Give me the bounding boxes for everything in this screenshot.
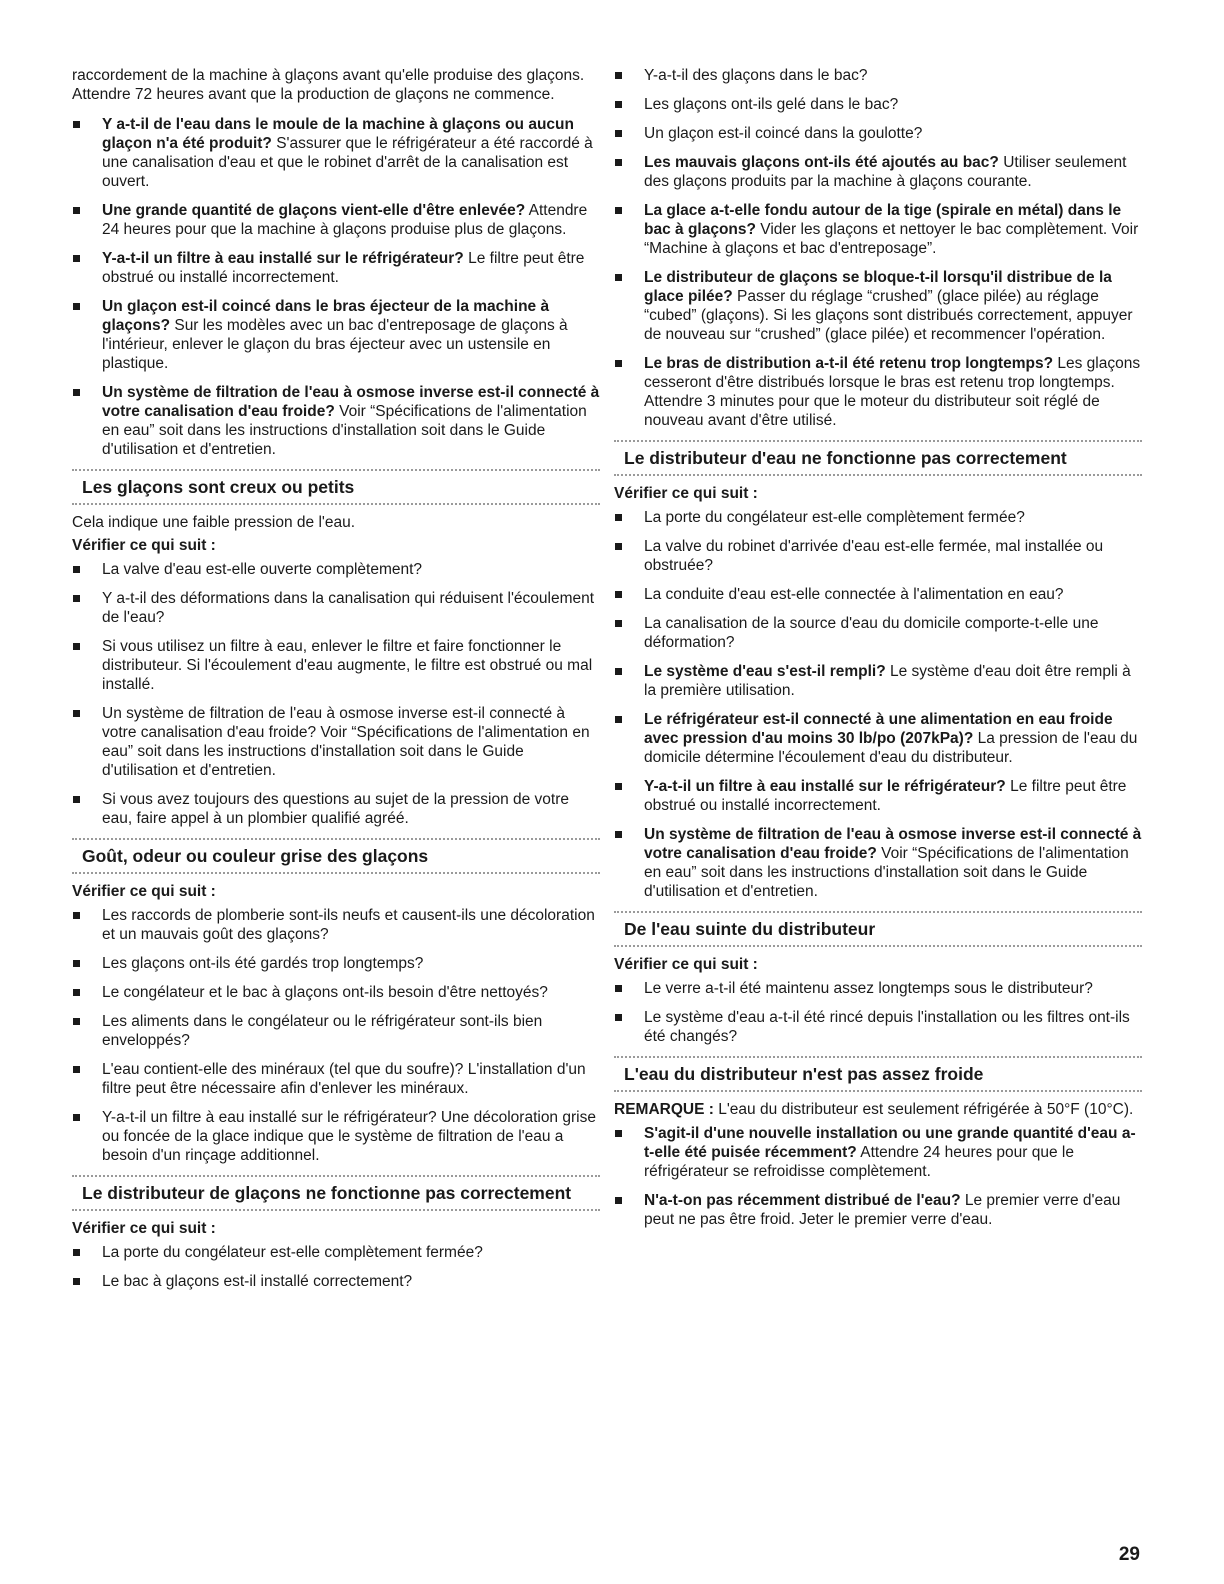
item-text: La porte du congélateur est-elle complètement fermée? <box>102 1244 483 1261</box>
right-column <box>614 66 1142 1239</box>
section-heading: Les glaçons sont creux ou petits <box>72 469 600 505</box>
list-item <box>72 560 600 579</box>
item-text: Le système d'eau doit être rempli à la première utilisation. <box>644 663 1131 699</box>
bullet-square-icon <box>615 1197 622 1204</box>
section-heading: De l'eau suinte du distributeur <box>614 911 1142 947</box>
list-item <box>614 201 1142 258</box>
item-text: Sur les modèles avec un bac d'entreposage de glaçons à l'intérieur, enlever le glaçon du bras éjecteur avec un ustensile en plastique. <box>102 317 568 372</box>
item-question: Les mauvais glaçons ont-ils été ajoutés au bac? <box>644 154 999 171</box>
bullet-square-icon <box>615 716 622 723</box>
bullet-square-icon <box>615 591 622 598</box>
left-column <box>72 66 600 1301</box>
bullet-list <box>614 66 1142 430</box>
bullet-square-icon <box>73 389 80 396</box>
bullet-square-icon <box>615 207 622 214</box>
item-text: Les glaçons ont-ils gelé dans le bac? <box>644 96 899 113</box>
item-text: Les aliments dans le congélateur ou le réfrigérateur sont-ils bien enveloppés? <box>102 1013 543 1049</box>
bullet-square-icon <box>615 72 622 79</box>
bullet-list <box>614 979 1142 1046</box>
list-item <box>614 124 1142 143</box>
item-question: Y a-t-il de l'eau dans le moule de la machine à glaçons ou aucun glaçon n'a été produit? <box>102 116 574 152</box>
bullet-square-icon <box>615 1014 622 1021</box>
list-item <box>72 115 600 191</box>
item-text: La canalisation de la source d'eau du domicile comporte-t-elle une déformation? <box>644 615 1099 651</box>
bullet-square-icon <box>73 595 80 602</box>
item-question: Y-a-t-il un filtre à eau installé sur le réfrigérateur? <box>644 778 1006 795</box>
troubleshooting-section <box>72 1175 600 1291</box>
bullet-list <box>72 906 600 1165</box>
item-text: Un système de filtration de l'eau à osmose inverse est-il connecté à votre canalisation d'eau froide? Voir “Spécifications de l'alimentation en eau” soit dans les instructions d'installation soit dans le Guide d'utilisation et d'entretien. <box>102 705 590 779</box>
section-heading: Le distributeur de glaçons ne fonctionne pas correctement <box>72 1175 600 1211</box>
bullet-square-icon <box>615 831 622 838</box>
right-sections <box>614 440 1142 1229</box>
item-text: Le filtre peut être obstrué ou installé incorrectement. <box>102 250 585 286</box>
list-item <box>614 585 1142 604</box>
item-question: Une grande quantité de glaçons vient-elle d'être enlevée? <box>102 202 526 219</box>
item-text: Attendre 24 heures pour que la machine à glaçons produise plus de glaçons. <box>102 202 588 238</box>
list-item <box>614 508 1142 527</box>
bullet-square-icon <box>73 566 80 573</box>
list-item <box>72 383 600 459</box>
bullet-square-icon <box>615 543 622 550</box>
section-heading: Le distributeur d'eau ne fonctionne pas correctement <box>614 440 1142 476</box>
bullet-square-icon <box>73 1114 80 1121</box>
list-item <box>72 1108 600 1165</box>
item-text: Le filtre peut être obstrué ou installé incorrectement. <box>644 778 1127 814</box>
item-text: Le système d'eau a-t-il été rincé depuis l'installation ou les filtres ont-ils été changés? <box>644 1009 1130 1045</box>
item-text: Passer du réglage “crushed” (glace pilée) au réglage “cubed” (glaçons). Si les glaçons sont distribués correctement, appuyer de nouveau sur “crushed” (glace pilée) et recommencer l'opération. <box>644 288 1133 343</box>
bullet-square-icon <box>615 620 622 627</box>
item-text: Voir “Spécifications de l'alimentation en eau” soit dans les instructions d'installation soit dans le Guide d'utilisation et d'entretien. <box>102 403 587 458</box>
list-item <box>614 66 1142 85</box>
bullet-square-icon <box>73 989 80 996</box>
list-item <box>72 906 600 944</box>
list-item <box>614 979 1142 998</box>
list-item <box>72 297 600 373</box>
item-question: Un glaçon est-il coincé dans le bras éjecteur de la machine à glaçons? <box>102 298 550 334</box>
item-question: La glace a-t-elle fondu autour de la tige (spirale en métal) dans le bac à glaçons? <box>644 202 1122 238</box>
item-text: Un glaçon est-il coincé dans la goulotte? <box>644 125 923 142</box>
bullet-square-icon <box>615 159 622 166</box>
check-label: Vérifier ce qui suit : <box>614 485 758 502</box>
intro-paragraph: raccordement de la machine à glaçons avant qu'elle produise des glaçons. Attendre 72 heures avant que la production de glaçons ne commence. <box>72 67 585 103</box>
item-text: Les glaçons ont-ils été gardés trop longtemps? <box>102 955 424 972</box>
list-item <box>72 1272 600 1291</box>
bullet-list <box>72 115 600 459</box>
list-item <box>72 637 600 694</box>
bullet-square-icon <box>615 514 622 521</box>
list-item <box>614 777 1142 815</box>
list-item <box>614 710 1142 767</box>
item-text: La conduite d'eau est-elle connectée à l'alimentation en eau? <box>644 586 1064 603</box>
troubleshooting-section <box>72 469 600 828</box>
list-item <box>72 954 600 973</box>
item-question: Un système de filtration de l'eau à osmose inverse est-il connecté à votre canalisation d'eau froide? <box>644 826 1142 862</box>
list-item <box>72 983 600 1002</box>
list-item <box>614 1124 1142 1181</box>
item-text: Attendre 24 heures pour que le réfrigérateur se refroidisse complètement. <box>644 1144 1074 1180</box>
list-item <box>614 1191 1142 1229</box>
item-text: La valve d'eau est-elle ouverte complètement? <box>102 561 423 578</box>
item-question: N'a-t-on pas récemment distribué de l'eau? <box>644 1192 961 1209</box>
bullet-square-icon <box>615 360 622 367</box>
bullet-square-icon <box>73 303 80 310</box>
item-text: S'assurer que le réfrigérateur a été raccordé à une canalisation d'eau et que le robinet d'arrêt de la canalisation est ouvert. <box>102 135 593 190</box>
list-item <box>614 537 1142 575</box>
item-text: Le congélateur et le bac à glaçons ont-ils besoin d'être nettoyés? <box>102 984 548 1001</box>
check-label: Vérifier ce qui suit : <box>72 883 216 900</box>
list-item <box>614 354 1142 430</box>
item-text: L'eau contient-elle des minéraux (tel que du soufre)? L'installation d'un filtre peut être nécessaire afin d'enlever les minéraux. <box>102 1061 586 1097</box>
check-label: Vérifier ce qui suit : <box>72 1220 216 1237</box>
bullet-square-icon <box>73 796 80 803</box>
list-item <box>72 1243 600 1262</box>
list-item <box>614 1008 1142 1046</box>
item-text: Le verre a-t-il été maintenu assez longtemps sous le distributeur? <box>644 980 1093 997</box>
list-item <box>72 1012 600 1050</box>
section-heading: Goût, odeur ou couleur grise des glaçons <box>72 838 600 874</box>
item-question: Un système de filtration de l'eau à osmose inverse est-il connecté à votre canalisation d'eau froide? <box>102 384 600 420</box>
item-text: Voir “Spécifications de l'alimentation en eau” soit dans les instructions d'installation soit dans le Guide d'utilisation et d'entretien. <box>644 845 1129 900</box>
list-item <box>614 614 1142 652</box>
item-text: La valve du robinet d'arrivée d'eau est-elle fermée, mal installée ou obstruée? <box>644 538 1104 574</box>
item-text: Si vous utilisez un filtre à eau, enlever le filtre et faire fonctionner le distributeur. Si l'écoulement d'eau augmente, le filtre est obstrué ou mal installé. <box>102 638 593 693</box>
bullet-square-icon <box>73 255 80 262</box>
note-text: L'eau du distributeur est seulement réfrigérée à 50°F (10°C). <box>713 1101 1134 1118</box>
bullet-list <box>72 1243 600 1291</box>
bullet-square-icon <box>615 783 622 790</box>
item-text: Vider les glaçons et nettoyer le bac complètement. Voir “Machine à glaçons et bac d'entreposage”. <box>644 221 1139 257</box>
item-text: Le premier verre d'eau peut ne pas être froid. Jeter le premier verre d'eau. <box>644 1192 1121 1228</box>
item-text: Les raccords de plomberie sont-ils neufs et causent-ils une décoloration et un mauvais goût des glaçons? <box>102 907 595 943</box>
bullet-square-icon <box>73 1018 80 1025</box>
item-text: Y-a-t-il des glaçons dans le bac? <box>644 67 868 84</box>
item-question: Le distributeur de glaçons se bloque-t-il lorsqu'il distribue de la glace pilée? <box>644 269 1112 305</box>
bullet-square-icon <box>73 643 80 650</box>
list-item <box>614 268 1142 344</box>
list-item <box>614 662 1142 700</box>
list-item <box>614 825 1142 901</box>
bullet-list <box>614 508 1142 901</box>
page-number: 29 <box>1118 1544 1140 1565</box>
item-text: Si vous avez toujours des questions au sujet de la pression de votre eau, faire appel à un plombier qualifié agréé. <box>102 791 569 827</box>
bullet-square-icon <box>73 207 80 214</box>
section-heading: L'eau du distributeur n'est pas assez froide <box>614 1056 1142 1092</box>
troubleshooting-section <box>614 1056 1142 1229</box>
list-item <box>72 249 600 287</box>
bullet-square-icon <box>73 710 80 717</box>
bullet-square-icon <box>73 912 80 919</box>
item-question: Le système d'eau s'est-il rempli? <box>644 663 886 680</box>
list-item <box>614 153 1142 191</box>
item-text: Le bac à glaçons est-il installé correctement? <box>102 1273 413 1290</box>
item-text: Les glaçons cesseront d'être distribués lorsque le bras est retenu trop longtemps. Attendre 3 minutes pour que le moteur du distributeur soit réglé de nouveau avant d'être utilisé. <box>644 355 1141 429</box>
bullet-square-icon <box>73 1278 80 1285</box>
item-question: S'agit-il d'une nouvelle installation ou une grande quantité d'eau a-t-elle été puisée récemment? <box>644 1125 1136 1161</box>
item-question: Le bras de distribution a-t-il été retenu trop longtemps? <box>644 355 1054 372</box>
bullet-square-icon <box>73 1249 80 1256</box>
note-paragraph <box>614 1100 1142 1119</box>
bullet-list <box>72 560 600 828</box>
list-item <box>72 1060 600 1098</box>
bullet-square-icon <box>615 274 622 281</box>
list-item <box>72 704 600 780</box>
left-sections <box>72 469 600 1291</box>
item-text: La porte du congélateur est-elle complètement fermée? <box>644 509 1025 526</box>
item-question: Le réfrigérateur est-il connecté à une alimentation en eau froide avec pression d'au moins 30 lb/po (207kPa)? <box>644 711 1113 747</box>
list-item <box>614 95 1142 114</box>
bullet-square-icon <box>73 960 80 967</box>
item-text: Y a-t-il des déformations dans la canalisation qui réduisent l'écoulement de l'eau? <box>102 590 595 626</box>
check-label: Vérifier ce qui suit : <box>72 537 216 554</box>
list-item <box>72 790 600 828</box>
bullet-square-icon <box>73 1066 80 1073</box>
list-item <box>72 201 600 239</box>
item-question: Y-a-t-il un filtre à eau installé sur le réfrigérateur? <box>102 250 464 267</box>
bullet-square-icon <box>615 130 622 137</box>
item-text: Y-a-t-il un filtre à eau installé sur le réfrigérateur? Une décoloration grise ou foncée de la glace indique que le système de filtration de l'eau a besoin d'un rinçage additionnel. <box>102 1109 596 1164</box>
troubleshooting-section <box>614 440 1142 901</box>
check-label: Vérifier ce qui suit : <box>614 956 758 973</box>
troubleshooting-section <box>614 911 1142 1046</box>
list-item <box>72 589 600 627</box>
bullet-square-icon <box>615 668 622 675</box>
section-intro: Cela indique une faible pression de l'eau. <box>72 514 356 531</box>
bullet-square-icon <box>615 985 622 992</box>
item-text: Utiliser seulement des glaçons produits par la machine à glaçons courante. <box>644 154 1127 190</box>
item-text: La pression de l'eau du domicile détermine l'écoulement d'eau du distributeur. <box>644 730 1138 766</box>
note-label: REMARQUE : <box>614 1101 714 1118</box>
troubleshooting-section <box>72 838 600 1165</box>
bullet-square-icon <box>73 121 80 128</box>
bullet-square-icon <box>615 1130 622 1137</box>
bullet-list <box>614 1124 1142 1229</box>
bullet-square-icon <box>615 101 622 108</box>
